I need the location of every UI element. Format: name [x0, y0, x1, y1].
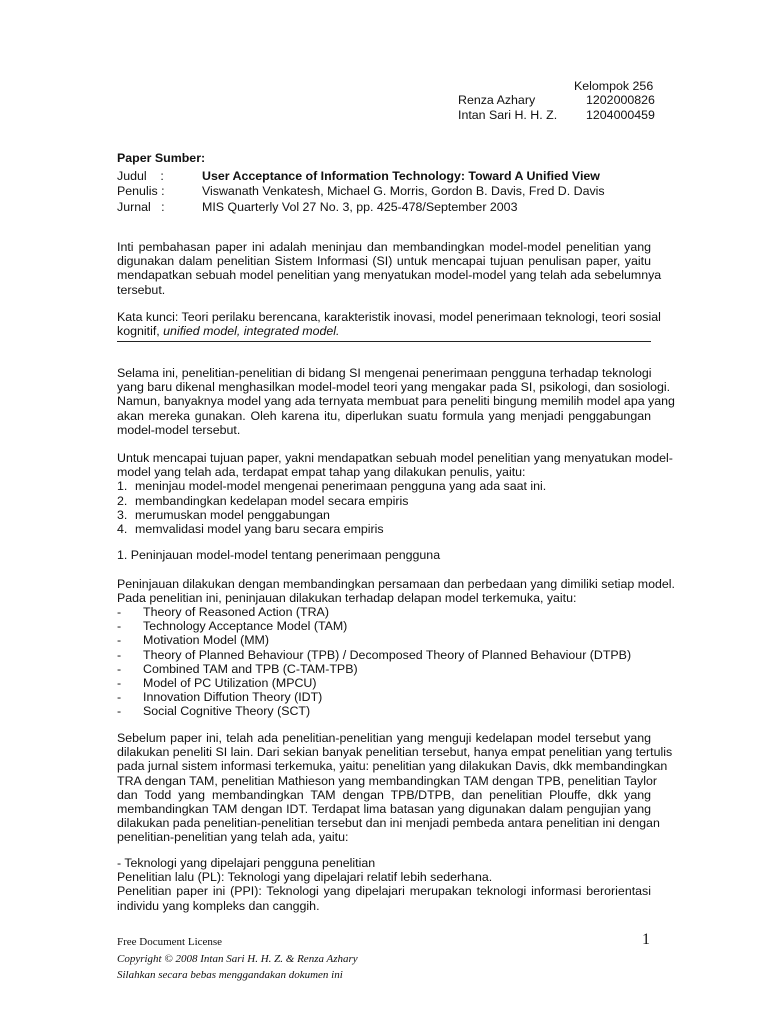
model-name: Combined TAM and TPB (C-TAM-TPB): [143, 661, 358, 676]
step-number: 2.: [117, 493, 128, 508]
model-name: Model of PC Utilization (MPCU): [143, 676, 317, 691]
text-line: dilakukan peneliti SI lain. Dari sekian banyak penelitian tersebut, hanya empat penelitian yang tertulis: [117, 745, 673, 760]
source-fields: [117, 169, 657, 215]
list-item: [117, 648, 651, 662]
prior-research-paragraph: [117, 731, 673, 845]
list-item: [117, 619, 651, 633]
text-line: Inti pembahasan paper ini adalah meninjau dan membandingkan model-model penelitian yang: [117, 240, 651, 254]
bullet: -: [117, 647, 122, 662]
model-name: Motivation Model (MM): [143, 633, 269, 648]
text-line: dan Todd yang membandingkan TAM dengan TPB/DTPB, dan penelitian Plouffe, dkk yang: [117, 787, 651, 802]
bullet: -: [117, 676, 122, 691]
model-name: Theory of Planned Behaviour (TPB) / Decomposed Theory of Planned Behaviour (DTPB): [143, 647, 632, 662]
step-text: merumuskan model penggabungan: [135, 507, 330, 522]
abstract-paragraph: [117, 240, 662, 297]
text-line: Peninjauan dilakukan dengan membandingkan persamaan dan perbedaan yang dimiliki setiap model.: [117, 577, 675, 591]
text-line: model yang telah ada, terdapat empat tahap yang dilakukan penulis, yaitu:: [117, 465, 526, 480]
text-line: [117, 324, 651, 338]
field-label: Penulis :: [117, 184, 165, 199]
list-item: [117, 690, 651, 704]
model-name: Technology Acceptance Model (TAM): [143, 619, 348, 634]
text-line: dilakukan pada penelitian-penelitian tersebut dan ini menjadi pembeda antara penelitian ini dengan: [117, 816, 660, 831]
bullet: -: [117, 661, 122, 676]
author-name: Intan Sari H. H. Z.: [458, 108, 558, 122]
step-text: meninjau model-model mengenai penerimaan pengguna yang ada saat ini.: [135, 479, 547, 494]
list-item: [117, 633, 651, 647]
text-line: akan mereka gunakan. Oleh karena itu, diperlukan suatu formula yang menjadi penggabungan: [117, 408, 651, 423]
group-label: Kelompok 256: [574, 79, 654, 93]
footer: [117, 934, 358, 984]
text-line: model-model tersebut.: [117, 422, 241, 437]
limit-item: - Teknologi yang dipelajari pengguna penelitian: [117, 856, 376, 870]
field-label: Jurnal :: [117, 199, 165, 214]
step-text: membandingkan kedelapan model secara empiris: [135, 493, 409, 508]
section-heading: 1. Peninjauan model-model tentang penerimaan pengguna: [117, 548, 441, 562]
footer-note: Silahkan secara bebas menggandakan dokumen ini: [117, 969, 343, 981]
source-field-journal: [117, 200, 657, 215]
text-line: TRA dengan TAM, penelitian Mathieson yang membandingkan TAM dengan TPB, penelitian Taylor: [117, 773, 658, 788]
keywords: [117, 310, 661, 339]
text-line: Namun, banyaknya model yang ada ternyata membuat para peneliti bingung memilih model apa yang: [117, 394, 675, 409]
goal-paragraph: [117, 451, 673, 537]
bullet: -: [117, 704, 122, 719]
list-item: [117, 605, 651, 619]
text-line: Untuk mencapai tujuan paper, yakni mendapatkan sebuah model penelitian yang menyatukan model-: [117, 451, 673, 465]
text-line: Pada penelitian ini, peninjauan dilakukan terhadap delapan model terkemuka, yaitu:: [117, 591, 577, 606]
model-list: [117, 605, 651, 719]
source-field-title: [117, 169, 657, 184]
intro-paragraph: [117, 366, 675, 437]
step-item: [117, 522, 651, 536]
list-item: [117, 704, 651, 718]
limit-pl: Penelitian lalu (PL): Teknologi yang dipelajari relatif lebih sederhana.: [117, 870, 493, 885]
list-item: [117, 676, 651, 690]
text-line: penelitian-penelitian yang telah ada, yaitu:: [117, 830, 349, 845]
source-field-authors: [117, 184, 657, 199]
text-line: yang baru dikenal menghasilkan model-model teori yang mengakar pada SI, psikologi, dan sosiologi.: [117, 380, 671, 395]
bullet: -: [117, 690, 122, 705]
model-name: Theory of Reasoned Action (TRA): [143, 605, 329, 619]
field-value: Viswanath Venkatesh, Michael G. Morris, Gordon B. Davis, Fred D. Davis: [202, 184, 605, 199]
page-number: 1: [642, 931, 650, 948]
step-item: [117, 508, 651, 522]
bullet: -: [117, 619, 122, 634]
text-line: mendapatkan sebuah model penelitian yang menyatukan model-model yang telah ada sebelumnya: [117, 268, 662, 283]
limits-block: [117, 856, 651, 913]
step-number: 1.: [117, 479, 128, 494]
keywords-normal: kognitif,: [117, 324, 164, 339]
field-value: User Acceptance of Information Technology: Toward A Unified View: [202, 169, 600, 183]
text-line: Penelitian paper ini (PPI): Teknologi yang dipelajari merupakan teknologi informasi berorientasi: [117, 884, 651, 899]
review-paragraph: [117, 577, 675, 606]
step-number: 4.: [117, 522, 128, 537]
bullet: -: [117, 605, 122, 619]
step-item: [117, 479, 651, 493]
author-nim: 1202000826: [586, 93, 655, 107]
author-name: Renza Azhary: [458, 93, 536, 107]
step-item: [117, 494, 651, 508]
step-number: 3.: [117, 507, 128, 522]
section-divider: [117, 341, 651, 342]
field-label: Judul :: [117, 169, 164, 183]
text-line: Selama ini, penelitian-penelitian di bidang SI mengenai penerimaan pengguna terhadap teknologi: [117, 366, 652, 380]
model-name: Innovation Diffution Theory (IDT): [143, 690, 323, 705]
step-text: memvalidasi model yang baru secara empiris: [135, 522, 384, 537]
model-name: Social Cognitive Theory (SCT): [143, 704, 311, 719]
footer-copyright: Copyright © 2008 Intan Sari H. H. Z. & Renza Azhary: [117, 952, 358, 965]
keywords-italic: unified model, integrated model.: [163, 324, 340, 339]
text-line: pada jurnal sistem informasi terkemuka, yaitu: penelitian yang dilakukan Davis, dkk membandingkan: [117, 759, 668, 774]
text-line: tersebut.: [117, 282, 166, 297]
list-item: [117, 662, 651, 676]
text-line: Sebelum paper ini, telah ada penelitian-penelitian yang menguji kedelapan model tersebut yang: [117, 731, 651, 745]
text-line: individu yang kompleks dan canggih.: [117, 898, 320, 913]
bullet: -: [117, 633, 122, 648]
field-value: MIS Quarterly Vol 27 No. 3, pp. 425-478/September 2003: [202, 199, 518, 214]
text-line: digunakan dalam penelitian Sistem Informasi (SI) untuk mencapai tujuan penulisan paper, yaitu: [117, 254, 651, 269]
text-line: Kata kunci: Teori perilaku berencana, karakteristik inovasi, model penerimaan teknologi, teori sosial: [117, 310, 661, 324]
author-nim: 1204000459: [586, 108, 655, 122]
footer-license: Free Document License: [117, 936, 223, 948]
source-heading: Paper Sumber:: [117, 151, 206, 165]
text-line: membandingkan TAM dengan IDT. Terdapat lima batasan yang digunakan dalam pengujian yang: [117, 802, 651, 817]
